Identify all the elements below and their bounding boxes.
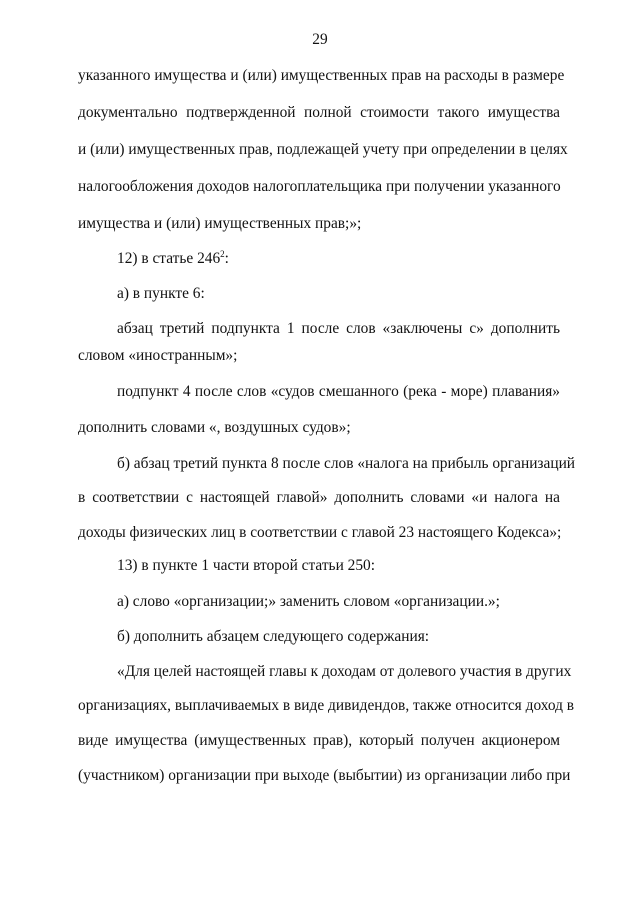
text-line: (участником) организации при выходе (выбытии) из организации либо при (78, 767, 571, 784)
text-line: и (или) имущественных прав, подлежащей учету при определении в целях (78, 141, 568, 158)
text-line: словом «иностранным»; (78, 347, 238, 364)
text-line: б) дополнить абзацем следующего содержания: (117, 628, 430, 645)
text-line: виде имущества (имущественных прав), который получен акционером (78, 732, 560, 749)
text-line: указанного имущества и (или) имущественных прав на расходы в размере (78, 67, 565, 84)
text-line: в соответствии с настоящей главой» дополнить словами «и налога на (78, 489, 560, 506)
text-line: доходы физических лиц в соответствии с главой 23 настоящего Кодекса»; (78, 524, 562, 541)
text-line: а) в пункте 6: (117, 285, 205, 302)
text-line: б) абзац третий пункта 8 после слов «налога на прибыль организаций (117, 455, 576, 472)
text-line: а) слово «организации;» заменить словом «организации.»; (117, 593, 500, 610)
text-line: организациях, выплачиваемых в виде дивидендов, также относится доход в (78, 697, 575, 714)
text-line: налогообложения доходов налогоплательщика при получении указанного (78, 178, 561, 195)
text-line: абзац третий подпункта 1 после слов «заключены с» дополнить (117, 320, 560, 337)
item-12-heading (117, 250, 560, 268)
item-12-tail: : (224, 250, 229, 267)
text-line: 13) в пункте 1 части второй статьи 250: (117, 557, 376, 574)
text-line: «Для целей настоящей главы к доходам от долевого участия в других (117, 663, 572, 680)
text-line: дополнить словами «, воздушных судов»; (78, 419, 351, 436)
item-12-text: 12) в статье 246 (117, 250, 221, 267)
text-line: имущества и (или) имущественных прав;»; (78, 215, 362, 232)
page-number: 29 (312, 31, 328, 48)
text-line: документально подтвержденной полной стоимости такого имущества (78, 104, 560, 121)
item-12-superscript: 2 (220, 249, 225, 259)
text-line: подпункт 4 после слов «судов смешанного (река - море) плавания» (117, 383, 560, 400)
